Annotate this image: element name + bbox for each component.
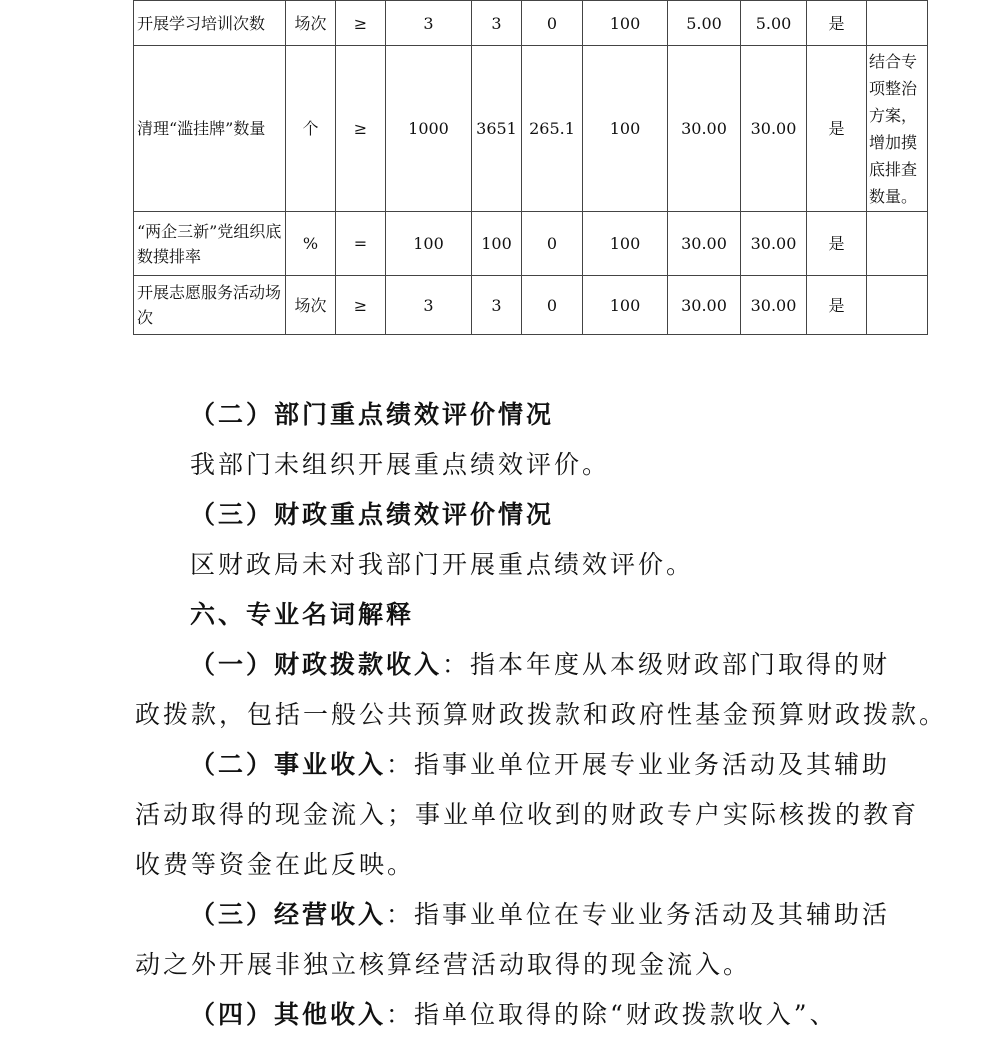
weight-cell: 30.00 — [668, 46, 741, 212]
definition-paragraph — [135, 640, 895, 690]
deviation-cell: 0 — [522, 276, 583, 335]
definition-term: （二）事业收入 — [190, 750, 387, 779]
definition-text: ：指本年度从本级财政部门取得的财 — [442, 650, 891, 679]
deviation-cell: 265.1 — [522, 46, 583, 212]
actual-cell: 3 — [472, 1, 522, 46]
unit-cell: 场次 — [286, 1, 336, 46]
unit-cell: 个 — [286, 46, 336, 212]
definition-paragraph — [135, 890, 895, 940]
met-cell: 是 — [807, 276, 867, 335]
table-row — [134, 276, 928, 335]
section-heading-glossary: 六、专业名词解释 — [190, 600, 415, 629]
definition-text: ：指事业单位在专业业务活动及其辅助活 — [386, 900, 891, 929]
score-cell: 5.00 — [741, 1, 807, 46]
met-cell: 是 — [807, 46, 867, 212]
unit-cell: 场次 — [286, 276, 336, 335]
completion-cell: 100 — [583, 1, 668, 46]
definition-text-line: 动之外开展非独立核算经营活动取得的现金流入。 — [135, 950, 752, 979]
performance-indicator-table — [133, 0, 928, 335]
actual-cell: 3651 — [472, 46, 522, 212]
definition-term: （四）其他收入 — [190, 1000, 387, 1029]
weight-cell: 5.00 — [668, 1, 741, 46]
unit-cell: % — [286, 212, 336, 276]
target-cell: 3 — [386, 276, 472, 335]
deviation-cell: 0 — [522, 1, 583, 46]
definition-text-line: 政拨款，包括一般公共预算财政拨款和政府性基金预算财政拨款。 — [135, 700, 948, 729]
target-cell: 100 — [386, 212, 472, 276]
operator-cell: = — [336, 212, 386, 276]
indicator-name: 开展志愿服务活动场次 — [134, 276, 286, 335]
paragraph: 区财政局未对我部门开展重点绩效评价。 — [190, 550, 695, 579]
met-cell: 是 — [807, 1, 867, 46]
section-heading-finance-evaluation: （三）财政重点绩效评价情况 — [190, 500, 555, 529]
target-cell: 3 — [386, 1, 472, 46]
score-cell: 30.00 — [741, 212, 807, 276]
note-cell — [867, 276, 928, 335]
definition-paragraph — [135, 990, 895, 1040]
definition-text: ：指事业单位开展专业业务活动及其辅助 — [386, 750, 891, 779]
paragraph: 我部门未组织开展重点绩效评价。 — [190, 450, 611, 479]
completion-cell: 100 — [583, 212, 668, 276]
section-heading-dept-evaluation: （二）部门重点绩效评价情况 — [190, 400, 555, 429]
weight-cell: 30.00 — [668, 276, 741, 335]
table-row — [134, 1, 928, 46]
note-cell: 结合专项整治方案，增加摸底排查数量。 — [867, 46, 928, 212]
indicator-name: 开展学习培训次数 — [134, 1, 286, 46]
document-body — [135, 390, 948, 1040]
table-row — [134, 46, 928, 212]
met-cell: 是 — [807, 212, 867, 276]
operator-cell: ≥ — [336, 46, 386, 212]
note-cell — [867, 1, 928, 46]
completion-cell: 100 — [583, 46, 668, 212]
definition-text: ：指单位取得的除“财政拨款收入”、 — [386, 1000, 838, 1029]
target-cell: 1000 — [386, 46, 472, 212]
deviation-cell: 0 — [522, 212, 583, 276]
actual-cell: 100 — [472, 212, 522, 276]
definition-text-line: 收费等资金在此反映。 — [135, 850, 416, 879]
weight-cell: 30.00 — [668, 212, 741, 276]
actual-cell: 3 — [472, 276, 522, 335]
indicator-name: 清理“滥挂牌”数量 — [134, 46, 286, 212]
indicator-name: “两企三新”党组织底数摸排率 — [134, 212, 286, 276]
operator-cell: ≥ — [336, 1, 386, 46]
operator-cell: ≥ — [336, 276, 386, 335]
score-cell: 30.00 — [741, 276, 807, 335]
definition-term: （三）经营收入 — [190, 900, 387, 929]
definition-text-line: 活动取得的现金流入；事业单位收到的财政专户实际核拨的教育 — [135, 800, 920, 829]
definition-paragraph — [135, 740, 895, 790]
completion-cell: 100 — [583, 276, 668, 335]
note-cell — [867, 212, 928, 276]
table-row — [134, 212, 928, 276]
definition-term: （一）财政拨款收入 — [190, 650, 443, 679]
score-cell: 30.00 — [741, 46, 807, 212]
